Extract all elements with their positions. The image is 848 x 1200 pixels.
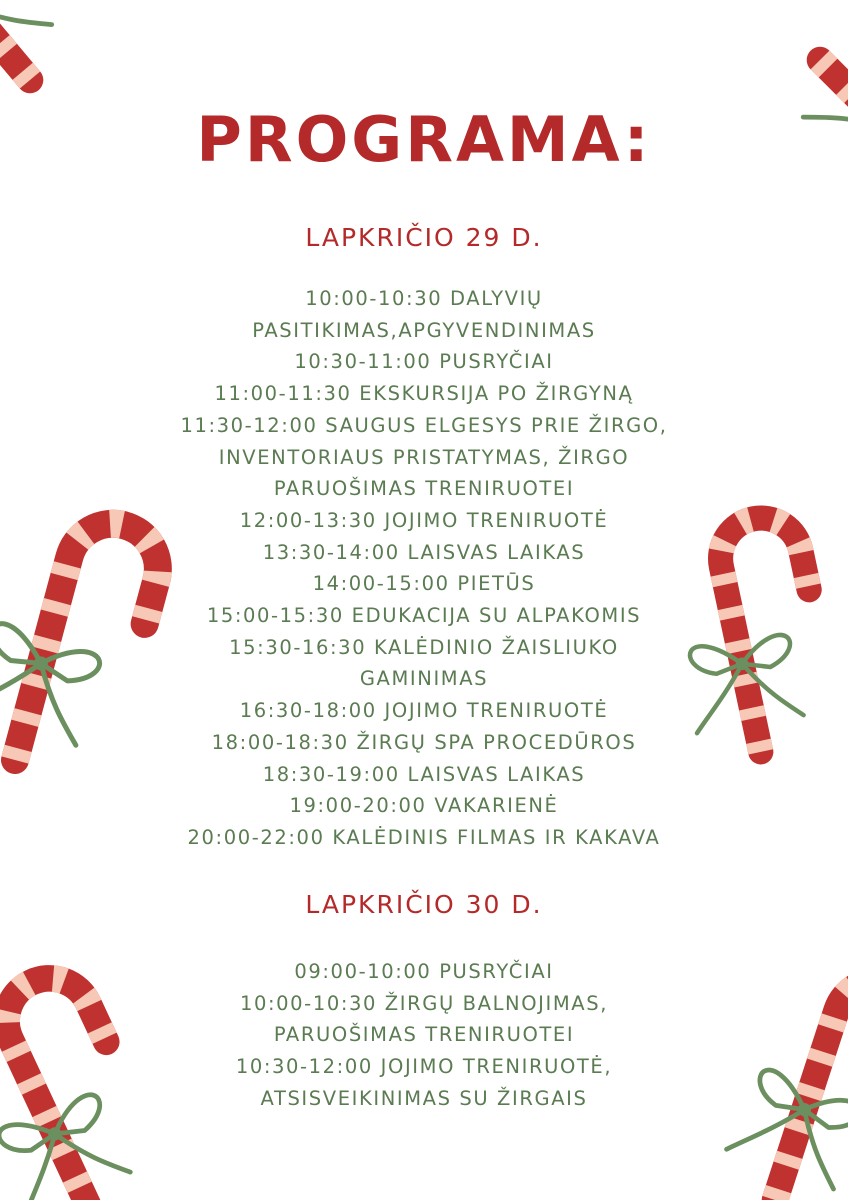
schedule-line: INVENTORIAUS PRISTATYMAS, ŽIRGO (218, 445, 630, 469)
schedule-line: 19:00-20:00 VAKARIENĖ (289, 794, 559, 818)
schedule-list-day-1 (0, 283, 848, 854)
schedule-line: 15:30-16:30 KALĖDINIO ŽAISLIUKO (229, 635, 619, 659)
schedule-line: 10:30-12:00 JOJIMO TRENIRUOTĖ, (235, 1055, 613, 1079)
schedule-line: 11:30-12:00 SAUGUS ELGESYS PRIE ŽIRGO, (180, 413, 668, 437)
schedule-line: GAMINIMAS (359, 667, 489, 691)
schedule-list-day-2 (0, 956, 848, 1115)
schedule-line: 10:00-10:30 ŽIRGŲ BALNOJIMAS, (239, 991, 609, 1015)
schedule-line: 10:00-10:30 DALYVIŲ (305, 287, 543, 310)
schedule-line: 15:00-15:30 EDUKACIJA SU ALPAKOMIS (206, 604, 642, 628)
schedule-line: 10:30-11:00 PUSRYČIAI (294, 350, 554, 374)
day-heading-2: LAPKRIČIO 30 D. (305, 890, 543, 919)
schedule-line: 18:00-18:30 ŽIRGŲ SPA PROCEDŪROS (211, 730, 637, 754)
page-title: PROGRAMA: (196, 103, 652, 176)
schedule-line: PARUOŠIMAS TRENIRUOTEI (273, 1023, 575, 1047)
schedule-line: 12:00-13:30 JOJIMO TRENIRUOTĖ (239, 508, 609, 532)
schedule-line: PARUOŠIMAS TRENIRUOTEI (273, 477, 575, 501)
day-heading-1: LAPKRIČIO 29 D. (305, 223, 543, 252)
schedule-line: ATSISVEIKINIMAS SU ŽIRGAIS (260, 1086, 588, 1110)
schedule-line: 13:30-14:00 LAISVAS LAIKAS (262, 540, 586, 564)
schedule-line: PASITIKIMAS,APGYVENDINIMAS (252, 318, 596, 342)
schedule-line: 18:30-19:00 LAISVAS LAIKAS (262, 762, 586, 786)
schedule-line: 16:30-18:00 JOJIMO TRENIRUOTĖ (239, 699, 609, 723)
schedule-line: 14:00-15:00 PIETŪS (312, 572, 536, 596)
schedule-line: 20:00-22:00 KALĖDINIS FILMAS IR KAKAVA (187, 825, 661, 849)
schedule-line: 11:00-11:30 EKSKURSIJA PO ŽIRGYNĄ (214, 382, 634, 406)
schedule-line: 09:00-10:00 PUSRYČIAI (294, 960, 554, 983)
